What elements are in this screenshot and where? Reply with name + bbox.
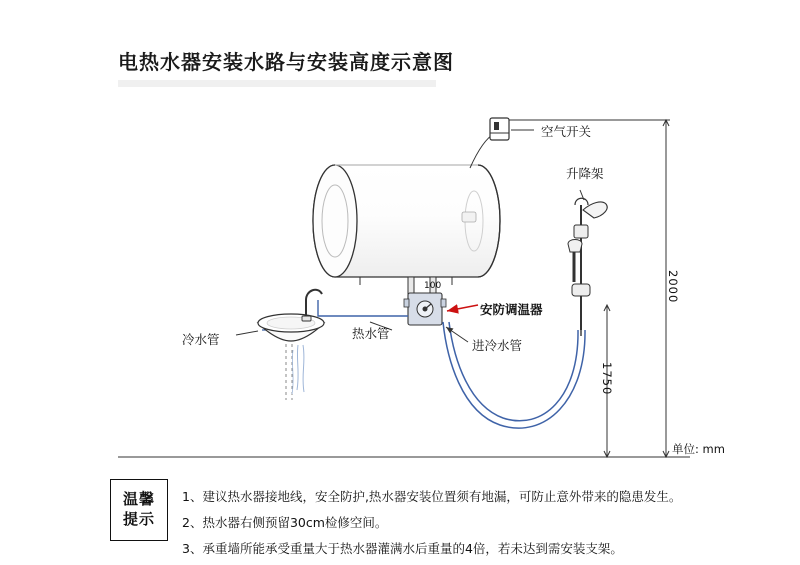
tips-item: 2、热水器右侧预留30cm检修空间。 [182,515,388,530]
tips-badge-line2: 提示 [122,510,155,528]
water-heater-tank [313,165,500,285]
leader-cold-pipe [236,331,258,335]
wash-basin [258,290,324,394]
label-cold-water-pipe: 冷水管 [182,332,220,347]
tips-badge [110,479,168,541]
tips-list [182,484,742,562]
unit-note: 单位: mm [672,442,725,456]
tips-item: 3、承重墙所能承受重量大于热水器灌满水后重量的4倍，若未达到需安装支架。 [182,541,623,556]
label-lift-bracket: 升降架 [566,166,604,181]
dimension-label-2000: 2000 [666,270,680,304]
label-hot-water-pipe: 热水管 [352,326,390,341]
thermostat-unit [404,293,446,325]
tank-outlet-pipes [408,277,441,295]
hot-water-pipe-line [318,300,408,316]
page-title: 电热水器安装水路与安装高度示意图 [118,50,454,74]
label-thermostat: 安防调温器 [480,302,543,317]
tips-item: 1、建议热水器接地线，安全防护,热水器安装位置须有地漏，可防止意外带来的隐患发生。 [182,489,682,504]
air-switch-box [490,118,509,140]
label-air-switch: 空气开关 [541,124,592,139]
leader-thermostat [447,305,478,311]
dimension-label-1750: 1750 [600,362,614,396]
shower-lift-bracket [568,198,607,336]
leader-cold-inlet [446,327,468,342]
svg-text:100: 100 [424,281,442,291]
tips-badge-line1: 温馨 [122,490,155,508]
label-cold-water-inlet: 进冷水管 [472,338,523,353]
